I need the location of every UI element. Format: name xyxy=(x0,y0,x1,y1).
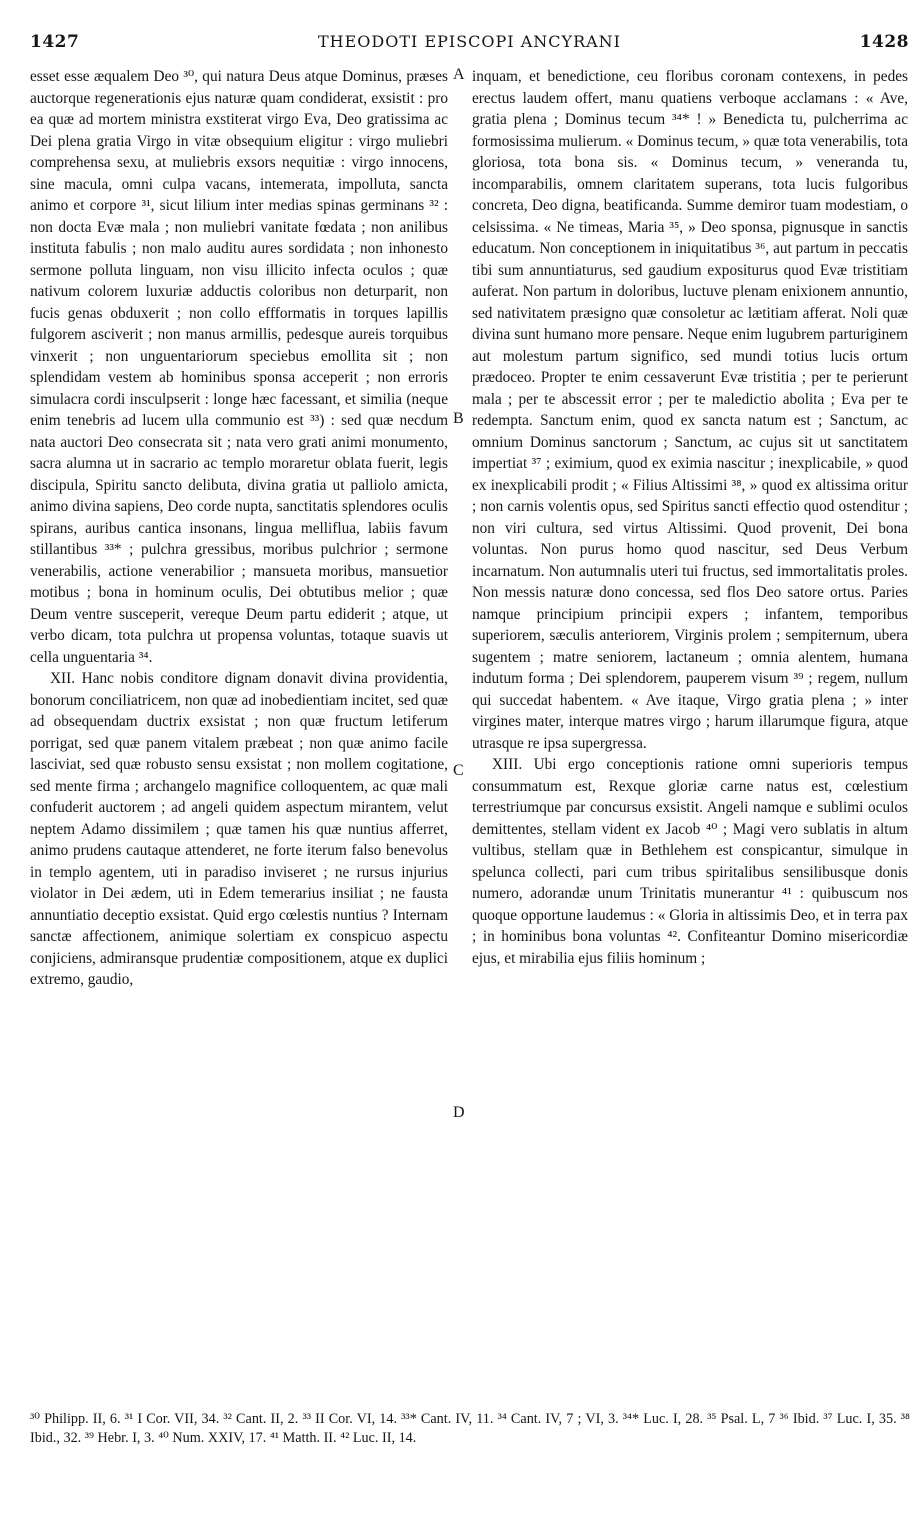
margin-marker-b: B xyxy=(453,410,464,427)
left-column xyxy=(30,66,448,991)
right-paragraph-2: XIII. Ubi ergo conceptionis ratione omni superioris tempus consummatum est, Rexque gloriæ carne natus est, cœlestium terrestriumque par concursus exsistit. Angeli namque e sublimi oculos demittentes, stellam vident ex Jacob ⁴⁰ ; Magi vero sublatis in altum vultibus, stellam quæ in Bethlehem est conspicantur, simulque in spelunca collecti, pari cum tribus spiritalibus sensilibusque donis numero, adorandæ unum Trinitatis munerantur ⁴¹ : quibuscum nos quoque opportune laudemus : « Gloria in altissimis Deo, et in terra pax ; in hominibus bona voluntas ⁴². Confiteantur Domino misericordiæ ejus, et mirabilia ejus filiis hominum ; xyxy=(472,756,908,967)
page-header xyxy=(30,32,909,58)
margin-marker-c: C xyxy=(453,762,464,779)
left-paragraph-2: XII. Hanc nobis conditore dignam donavit divina providentia, bonorum conciliatricem, non quæ ad inobedientiam incitet, sed quæ ad obsequendam ductrix exsistat ; non quæ fructum letiferum porrigat, sed quæ panem vitalem præbeat ; non quæ animo facile lasciviat, sed quæ robusto sensu exsistat ; non mollem cogitatione, sed mente firma ; archangelo magnifice colloquentem, ac quæ mali confuderit auctorem ; ad angeli quidem aspectum mirantem, velut neptem Adamo dissimilem ; quæ tamen his quæ nuntius afferret, animo prudens cautaque attenderet, ne forte iterum falso benevolus in templo agentem, uti in paradiso inviseret ; ne rursus injurius violator in Dei ædem, uti in Edem temerarius insiliat ; ne fausta annuntiatio deceptio exsistat. Quid ergo cœlestis nuntius ? Internam sanctæ affectionem, animique solertiam ex conspicuo aspectu conjiciens, admiransque prudentiæ compositionem, atque ex duplici extremo, gaudio, xyxy=(30,670,448,988)
margin-marker-a: A xyxy=(453,66,465,83)
right-paragraph-1: inquam, et benedictione, ceu floribus coronam contexens, in pedes erectus laudem offert, manu quatiens verboque acclamans : « Ave, gratia plena ; Dominus tecum ³⁴* ! » Benedicta tu, pulcherrima ac formosissima mulierum. « Dominus tecum, » quæ tota venerabilis, tota gloriosa, tota bona sis. « Dominus tecum, » veneranda tu, incomparabilis, omnem claritatem superans, tota lucis fulgoribus concreta, Deo digna, beatificanda. Summe demiror tuam modestiam, o celsissima. « Ne timeas, Maria ³⁵, » Deo sponsa, pignusque in sanctis educatum. Non conceptionem in iniquitatibus ³⁶, aut partum in peccatis tibi sum annuntiaturus, sed gaudium expositurus quod Evæ tristitiam auferat. Non partum in doloribus, luctuve plenam enixionem annuntio, sed nativitatem præsigno quæ consoletur ac lætitiam afferat. Noli quæ divina sunt humano more pensare. Neque enim lugubrem parturiginem aut molestum partum significo, sed mundi totius lucis ortum prædoceo. Propter te enim cessaverunt Evæ tristitia ; per te perierunt mala ; per te abscessit error ; per te maledictio abolita ; Eva per te redempta. Sanctum enim, quod ex sancta natum est ; Sanctum, ac omnium Dominus sanctorum ; Sanctum, ac cujus sit ut sanctitatem impertiat ³⁷ ; eximium, quod ex eximia nascitur ; inexplicabile, » quod ex inexplicabili prodit ; « Filius Altissimi ³⁸, » quod ex altissima oritur ; non carnis volentis opus, sed Spiritus sancti effectio quod ostenditur ; non viri cultura, sed virtus Altissimi. Quod provenit, Dei bona voluntas. Non purus homo quod nascitur, sed Deus Verbum incarnatum. Non autumnalis uteri tui fructus, sed immortalitatis proles. Non messis naturæ dono concessa, sed flos Deo satore ortus. Paries namque principium principii expers ; infantem, temporibus superiorem, sæculis anteriorem, Virginis prolem ; sempiternum, ubera sugentem ; matre seniorem, lactaneum ; omnia alentem, humana indutum forma ; Dei splendorem, pauperem visum ³⁹ ; regem, nullum qui succedat habentem. « Ave itaque, Virgo gratia plena ; » inter virgines mater, interque matres virgo ; harum illarumque figura, atque utrasque re ipsa supergressa. xyxy=(472,68,908,752)
right-column xyxy=(472,66,908,969)
margin-marker-d: D xyxy=(453,1104,465,1121)
page-number-left: 1427 xyxy=(30,32,80,52)
left-paragraph-1: esset esse æqualem Deo ³⁰, qui natura Deus atque Dominus, præses auctorque regenerationis ejus naturæ quam condiderat, exsistit : pro ea quæ ad mortem ministra exstiterat virgo Eva, Deo gratissima ac Dei plena gratia Virgo in vitæ obsequium eligitur : virgo muliebri comprehensa sexu, at muliebris exsors nequitiæ : virgo innocens, sine macula, omni culpa vacans, intemerata, impolluta, sancta animo et corpore ³¹, sicut lilium inter medias spinas germinans ³² : non docta Evæ mala ; non muliebri vanitate fœdata ; non anilibus instituta fabulis ; non malo auditu aures sordidata ; non inhonesto sermone polluta linguam, non visu illicito infecta oculos ; quæ nativum colorem luxuriæ adductis coloribus non deturparit, non fucis genas obduxerit ; non collo effformatis in torques lapillis fulgorem asciverit ; non manus armillis, pedesque aureis torquibus vinxerit ; non unguentariorum speciebus emollita sit ; non splendidam vestem ab hominibus sponsa acceperit ; non erroris simulacra cordi insculpserit : longe hæc facessant, et similia (neque enim tenebris ad lucem ulla communio est ³³) : sed quæ necdum nata auctori Deo consecrata sit ; nata vero grati animi monumento, sacra alumna ut in sacrario ac templo moraretur oblata fuerit, legis discipula, Spiritu sancto delibuta, divina gratia ut palliolo amicta, animo divina sapiens, Deo corde nupta, sanctitatis splendores oculis spirans, auribus cantica insonans, lingua melliflua, labiis favum stillantibus ³³* ; pulchra gressibus, moribus pulchrior ; sermone venerabilis, actione venerabilior ; mansueta moribus, mansuetior motibus ; bona in hominum oculis, Dei obtutibus melior ; quæ Deum ventre susceperit, vereque Deum partu ediderit ; atque, ut verbo dicam, tota pulchra ut propensa voluntas, totaque suavis ut cella unguentaria ³⁴. xyxy=(30,68,448,666)
footnotes: ³⁰ Philipp. II, 6. ³¹ I Cor. VII, 34. ³² Cant. II, 2. ³³ II Cor. VI, 14. ³³* Cant. IV, 11. ³⁴ Cant. IV, 7 ; VI, 3. ³⁴* Luc. I, 28. ³⁵ Psal. L, 7 ³⁶ Ibid. ³⁷ Luc. I, 35. ³⁸ Ibid., 32. ³⁹ Hebr. I, 3. ⁴⁰ Num. XXIV, 17. ⁴¹ Matth. II. ⁴² Luc. II, 14. xyxy=(30,1411,910,1446)
running-title: THEODOTI EPISCOPI ANCYRANI xyxy=(318,32,621,51)
page-number-right: 1428 xyxy=(859,32,909,52)
